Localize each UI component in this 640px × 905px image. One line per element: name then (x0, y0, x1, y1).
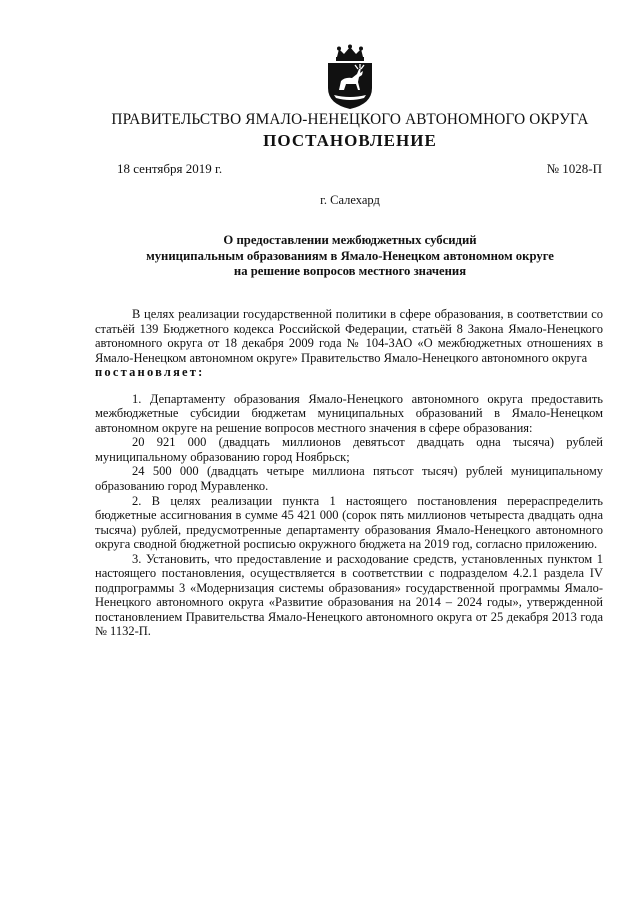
heading-line-2: муниципальным образованиям в Ямало-Ненецком автономном округе (146, 248, 554, 263)
document-heading (95, 233, 605, 280)
item-1a-recipient: муниципальному образованию город Ноябрьск; (95, 449, 350, 464)
item-1a-amount: 20 921 000 (двадцать миллионов девятьсот двадцать одна тысяча) рублей (132, 435, 603, 450)
document-date: 18 сентября 2019 г. (117, 161, 223, 176)
item-1-paragraph: 1. Департаменту образования Ямало-Ненецкого автономного округа предоставить межбюджетные субсидии бюджетам муниципальных образований в Ямало-Ненецком автономном округе на решение вопросов местного значения в сфере образования: (95, 391, 603, 435)
yanao-coat-of-arms-icon (324, 44, 376, 110)
heading-line-3: на решение вопросов местного значения (233, 264, 467, 278)
item-1b-recipient: муниципальному образованию город Муравленко. (95, 464, 603, 494)
document-number: № 1028-П (546, 161, 602, 176)
government-title: ПРАВИТЕЛЬСТВО ЯМАЛО-НЕНЕЦКОГО АВТОНОМНОГО ОКРУГА (111, 111, 589, 128)
heading-line-1: О предоставлении межбюджетных субсидий (223, 233, 477, 247)
document-type: ПОСТАНОВЛЕНИЕ (263, 131, 437, 150)
item-1b-paragraph (95, 464, 603, 493)
decree-word: постановляет: (95, 365, 205, 380)
item-2-paragraph: 2. В целях реализации пункта 1 настоящего постановления перераспределить бюджетные ассигнования в сумме 45 421 000 (сорок пять миллионов четыреста двадцать одна тысяча) рублей, предусмотренные департаменту образования Ямало-Ненецкого автономного округа сводной бюджетной росписью окружного бюджета на 2019 год, согласно приложению. (95, 493, 603, 552)
document-body (95, 307, 603, 639)
item-1a-paragraph (95, 435, 603, 464)
preamble-paragraph (95, 307, 603, 380)
item-3-paragraph: 3. Установить, что предоставление и расходование средств, установленных пунктом 1 настоящего постановления, осуществляется в соответствии с подразделом 4.2.1 раздела IV подпрограммы 3 «Модернизация системы образования» государственной программы Ямало-Ненецкого автономного округа «Развитие образования на 2014 – 2024 годы», утвержденной постановлением Правительства Ямало-Ненецкого автономного округа от 25 декабря 2013 года № 1132-П. (95, 551, 603, 639)
document-city: г. Салехард (320, 193, 380, 207)
item-1b-amount: 24 500 000 (двадцать четыре миллиона пятьсот тысяч) рублей (132, 464, 503, 479)
preamble-text: В целях реализации государственной политики в сфере образования, в соответствии со статьёй 139 Бюджетного кодекса Российской Федерации, статьёй 8 Закона Ямало-Ненецкого автономного округа от 18 декабря 2009 года № 104-ЗАО «О межбюджетных отношениях в Ямало-Ненецком автономном округе» Правительство Ямало-Ненецкого автономного округа (95, 307, 603, 365)
